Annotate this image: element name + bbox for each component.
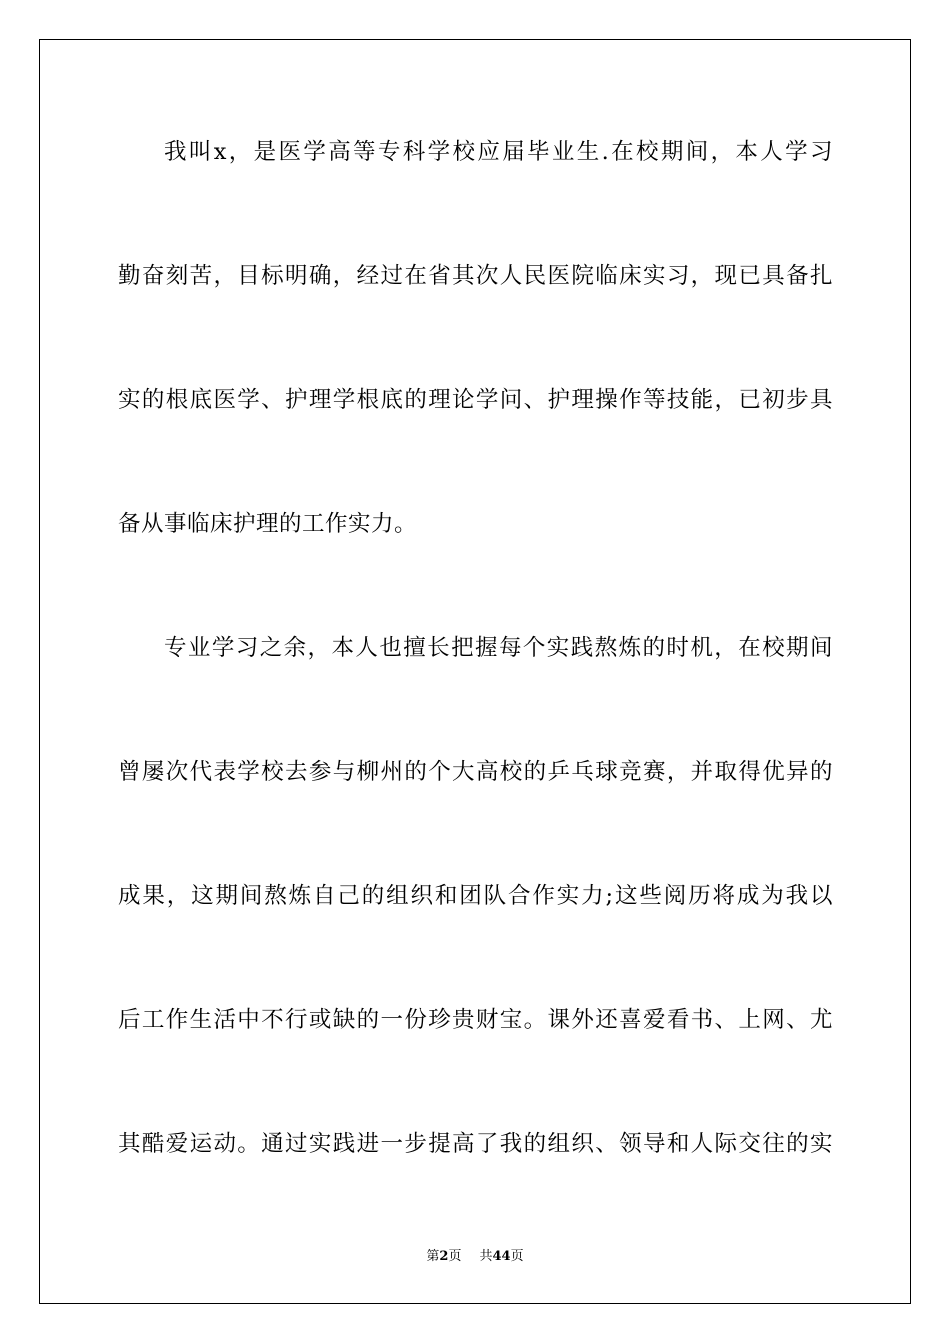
paragraph-1-line-2: 勤奋刻苦，目标明确，经过在省其次人民医院临床实习，现已具备扎 xyxy=(118,263,833,289)
paragraph-2-line-5: 其酷爱运动。通过实践进一步提高了我的组织、领导和人际交往的实 xyxy=(118,1131,833,1157)
page-footer xyxy=(0,1248,950,1266)
page-prefix: 第 xyxy=(426,1249,440,1264)
page-border xyxy=(39,39,911,1304)
total-pages: 44 xyxy=(492,1249,511,1264)
paragraph-2-line-1: 专业学习之余，本人也擅长把握每个实践熬炼的时机，在校期间 xyxy=(164,635,833,661)
paragraph-2-line-3: 成果，这期间熬炼自己的组织和团队合作实力;这些阅历将成为我以 xyxy=(118,883,833,909)
page-suffix: 页 xyxy=(448,1249,462,1264)
paragraph-2-line-4: 后工作生活中不行或缺的一份珍贵财宝。课外还喜爱看书、上网、尤 xyxy=(118,1007,833,1033)
total-prefix: 共 xyxy=(479,1249,493,1264)
paragraph-2-line-2: 曾屡次代表学校去参与柳州的个大高校的乒乓球竞赛，并取得优异的 xyxy=(118,759,833,785)
total-suffix: 页 xyxy=(510,1249,524,1264)
paragraph-1-line-3: 实的根底医学、护理学根底的理论学问、护理操作等技能，已初步具 xyxy=(118,387,833,413)
page-number: 2 xyxy=(439,1249,449,1264)
paragraph-1-line-4: 备从事临床护理的工作实力。 xyxy=(118,511,418,537)
paragraph-1-line-1: 我叫x，是医学高等专科学校应届毕业生.在校期间，本人学习 xyxy=(164,139,833,165)
